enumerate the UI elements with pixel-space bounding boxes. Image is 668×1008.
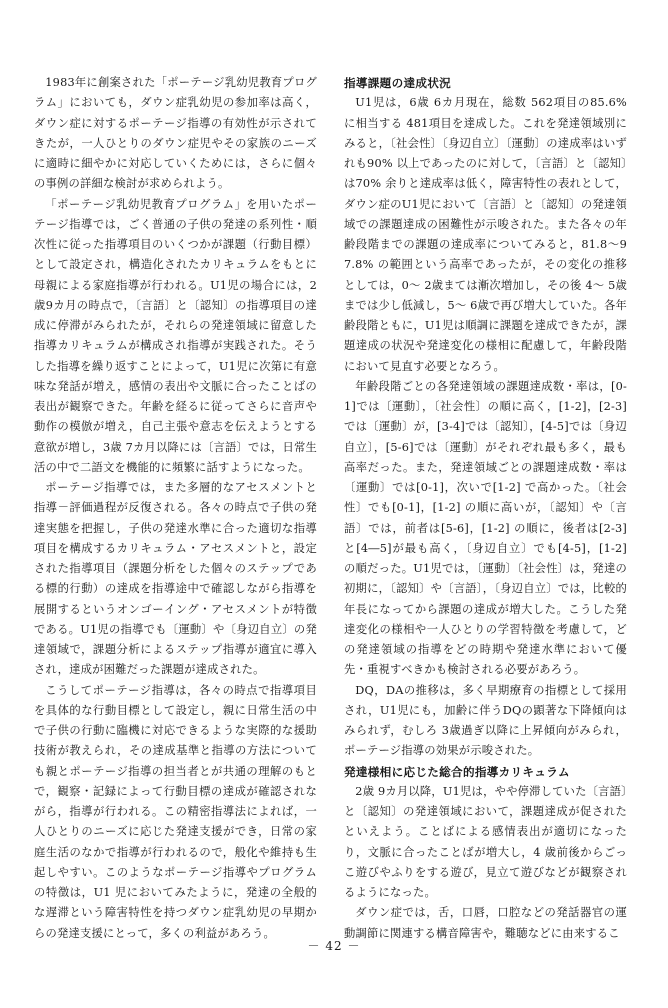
body-paragraph: ダウン症では，舌，口唇，口腔などの発話器官の運動調節に関連する構音障害や，難聴などに由来するこ <box>344 906 627 940</box>
page-number: － 42 － <box>307 939 361 953</box>
body-paragraph: U1児は，6歳 6カ月現在，総数 562項目の85.6% に相当する 481項目を達成した。これを発達領域別にみると，〔社会性〕〔身辺自立〕〔運動〕の達成率はいずれも90% 以上であったのに対して，〔言語〕と〔認知〕は70% 余りと達成率は低く，障害特性の表れとして，ダウン症のU1児において〔言語〕と〔認知〕の発達領域での課題達成の困難性が示唆された。また各々の年齢段階までの課題の達成率についてみると，81.8～97.8% の範囲という高率であったが，その変化の推移としては，0～ 2歳まては漸次増加し，その後 4～ 5歳までは少し低減し，5～ 6歳で再び増大していた。各年齢段階ともに，U1児は順調に課題を達成できたが，課題達成の状況や発達変化の様相に配慮して，年齢段階において見直す必要となろう。 <box>344 96 627 373</box>
body-paragraph: DQ，DAの推移は，多く早期療育の指標として採用され，U1児にも，加齢に伴うDQの顕著な下降傾向はみられず，むしろ 3歳過ぎ以降に上昇傾向がみられ，ポーテージ指導の効果が示唆された。 <box>344 683 627 758</box>
left-column <box>34 73 317 944</box>
body-paragraph: 「ポーテージ乳幼児教育プログラム」を用いたポーテージ指導では，ごく普通の子供の発達の系列性・順次性に従った指導項目のいくつかが課題（行動目標）として設定され，構造化されたカリキュラムをもとに母親による家庭指導が行われる。U1児の場合には，2歳9カ月の時点で，〔言語〕と〔認知〕の指導項目の達成に停滞がみられたが，それらの発達領域に留意した指導カリキュラムが構成され指導が実践された。そうした指導を繰り返すことによって，U1児に次第に有意味な発話が増え，感情の表出や文脈に合ったことばの表出が観察できた。年齢を経るに従ってさらに音声や動作の模倣が増え，自己主張や意志を伝えようとする意欲が増し，3歳 7カ月以降には〔言語〕では，日常生活の中で二語文を機能的に頻繁に話すようになった。 <box>34 197 317 474</box>
section-heading-achievement: 指導課題の達成状況 <box>344 76 452 90</box>
body-paragraph: 年齢段階ごとの各発達領域の課題達成数・率は，[0-1]では〔運動〕，〔社会性〕の順に高く，[1-2]，[2-3]では〔運動〕が，[3-4]では〔認知〕，[4-5]では〔身辺自立〕，[5-6]では〔運動〕がそれぞれ最も多く，最も高率だった。また，発達領域ごとの課題達成数・率は〔運動〕では[0-1]，次いで[1-2] で高かった。〔社会性〕でも[0-1]，[1-2] の順に高いが，〔認知〕や〔言語〕では，前者は[5-6]，[1-2] の順に，後者は[2-3] と[4―5]が最も高く，〔身辺自立〕でも[4-5]，[1-2] の順だった。U1児では，〔運動〕〔社会性〕は，発達の初期に，〔認知〕や〔言語〕，〔身辺自立〕では，比較的年長になってから課題の達成が増大した。こうした発達変化の様相や一人ひとりの学習特徴を考慮して，どの発達領域の指導をどの時期や発達水準において優先・重視すべきかも検討される必要があろう。 <box>344 379 627 677</box>
body-paragraph: ポーテージ指導では，また多層的なアセスメントと指導－評価過程が反復される。各々の時点で子供の発達実態を把握し，子供の発達水準に合った適切な指導項目を構成するカリキュラム・アセスメントと，設定された指導項目（課題分析をした個々のステップである標的行動）の達成を指導途中で確認しながら指導を展開するというオンゴーイング・アセスメントが特徴である。U1児の指導でも〔運動〕や〔身辺自立〕の発達領域で，課題分析によるステップ指導が適宜に導入され，達成が困難だった課題が達成された。 <box>34 481 317 677</box>
body-paragraph: 1983年に創案された「ポーテージ乳幼児教育プログラム」においても，ダウン症乳幼児の参加率は高く，ダウン症に対するポーテージ指導の有効性が示されてきたが，一人ひとりのダウン症児やその家族のニーズに適時に細やかに対応していくためには，さらに個々の事例の詳細な検討が求められよう。 <box>34 76 317 191</box>
body-paragraph: こうしてポーテージ指導は，各々の時点で指導項目を具体的な行動目標として設定し，親に日常生活の中で子供の行動に臨機に対応できるような実際的な援助技術が教えられ，その達成基準と指導の方法についても親とポーテージ指導の担当者とが共通の理解のもとで，観察・記録によって行動目標の達成が確認されながら，指導が行われる。この精密指導法によれば，一人ひとりのニーズに応じた発達支援ができ，日常の家庭生活のなかで指導が行われるので，般化や維持も生起しやすい。このようなポーテージ指導やプログラムの特徴は，U1 児においてみたように，発達の全般的な遅滞という障害特性を持つダウン症乳幼児の早期からの発達支援にとって，多くの利益があろう。 <box>34 683 317 940</box>
right-column <box>344 73 627 944</box>
section-heading-curriculum: 発達様相に応じた総合的指導カリキュラム <box>344 764 570 779</box>
body-paragraph: 2歳 9カ月以降，U1児は，やや停滞していた〔言語〕と〔認知〕の発達領域において，課題達成が促されたといえよう。ことばによる感情表出が適切になったり，文脈に合ったことばが増大し，4 歳前後からごっこ遊びやふりをする遊び，見立て遊びなどが観察されるようになった。 <box>344 784 627 899</box>
